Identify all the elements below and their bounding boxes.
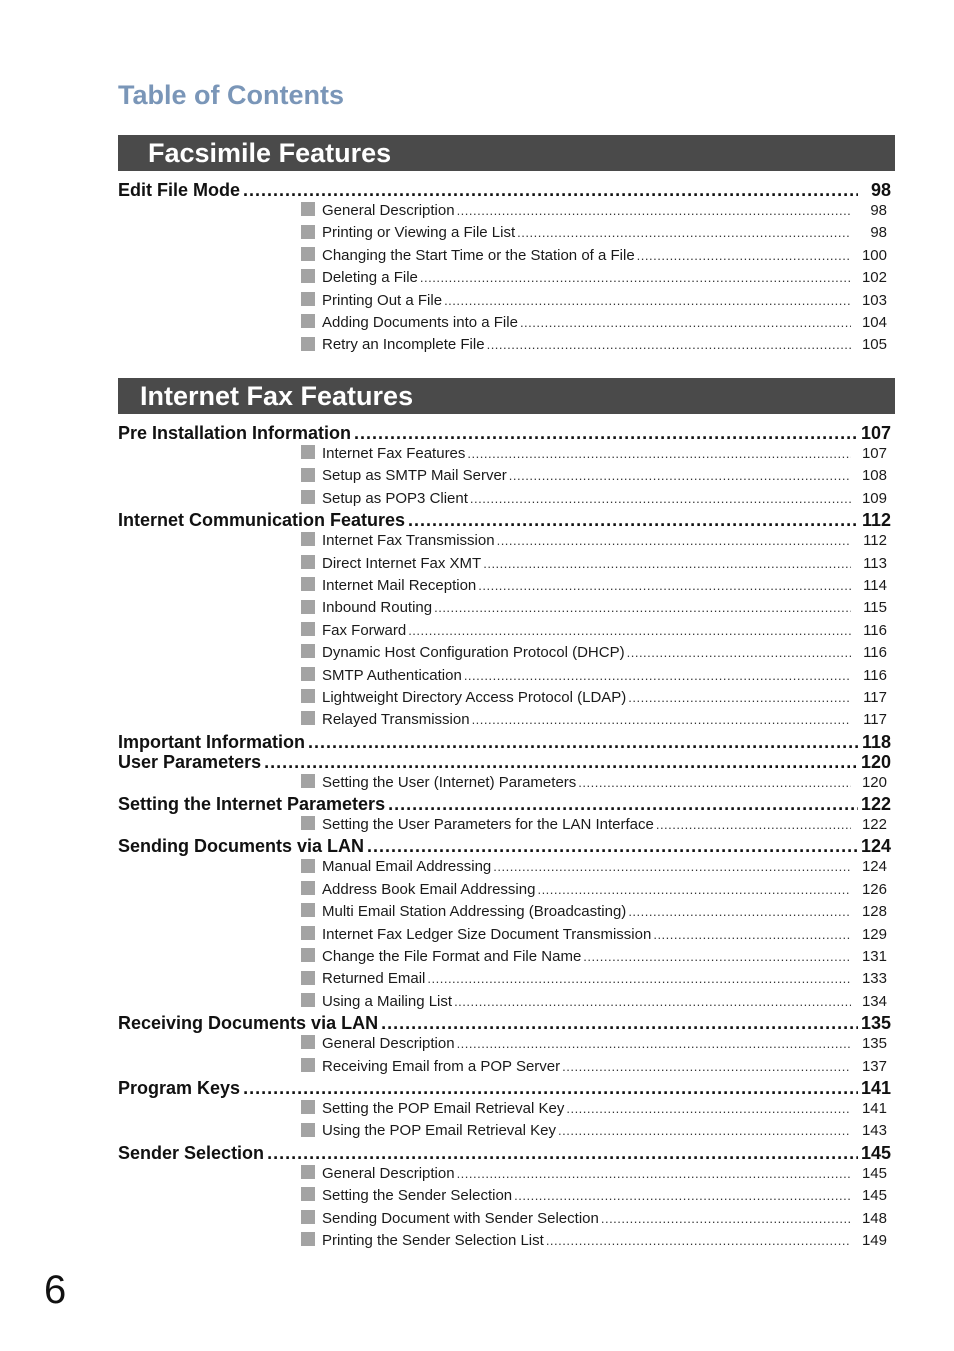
subentry-title: Setup as SMTP Mail Server (322, 467, 507, 485)
toc-chapter-entry[interactable] (118, 732, 891, 752)
chapter-title: Important Information (118, 731, 305, 752)
square-bullet-icon (301, 881, 315, 895)
toc-subentry[interactable] (301, 687, 891, 709)
subentry-title: Address Book Email Addressing (322, 880, 536, 898)
toc-subentry[interactable] (301, 946, 891, 968)
dot-leader (583, 946, 851, 968)
square-bullet-icon (301, 468, 315, 482)
square-bullet-icon (301, 971, 315, 985)
dot-leader (517, 222, 851, 244)
toc-list-internet-fax-features (118, 423, 891, 1252)
dot-leader (264, 752, 858, 772)
dot-leader (243, 180, 858, 200)
dot-leader (388, 794, 858, 814)
chapter-page-number: 141 (860, 1077, 891, 1098)
section-heading-facsimile-features: Facsimile Features (118, 135, 895, 171)
subentry-title: Setup as POP3 Client (322, 489, 468, 507)
square-bullet-icon (301, 903, 315, 917)
toc-subentry[interactable] (301, 1163, 891, 1185)
chapter-title: Receiving Documents via LAN (118, 1013, 379, 1034)
square-bullet-icon (301, 622, 315, 636)
square-bullet-icon (301, 202, 315, 216)
subentry-page-number: 145 (861, 1187, 887, 1205)
subentry-title: Receiving Email from a POP Server (322, 1057, 561, 1075)
subentry-page-number: 102 (861, 269, 887, 287)
dot-leader (267, 1143, 858, 1163)
subentry-page-number: 126 (861, 880, 887, 898)
toc-subentry[interactable] (301, 991, 891, 1013)
toc-subentry[interactable] (301, 814, 891, 836)
square-bullet-icon (301, 859, 315, 873)
subentry-page-number: 112 (863, 532, 887, 550)
subentry-title: Internet Mail Reception (322, 576, 477, 594)
chapter-title: Sender Selection (118, 1142, 265, 1163)
toc-subentry[interactable] (301, 856, 891, 878)
subentry-title: Direct Internet Fax XMT (322, 554, 482, 572)
chapter-page-number: 107 (860, 423, 891, 443)
toc-subentry[interactable] (301, 553, 891, 575)
toc-subentry[interactable] (301, 334, 891, 356)
square-bullet-icon (301, 555, 315, 569)
subentry-page-number: 117 (863, 688, 887, 706)
chapter-title: Internet Communication Features (118, 510, 406, 531)
toc-chapter-entry[interactable] (118, 794, 891, 814)
square-bullet-icon (301, 993, 315, 1007)
dot-leader (444, 290, 851, 312)
square-bullet-icon (301, 1165, 315, 1179)
toc-subentry[interactable] (301, 443, 891, 465)
dot-leader (558, 1120, 851, 1142)
subentry-page-number: 129 (861, 925, 887, 943)
toc-subentry[interactable] (301, 1098, 891, 1120)
toc-subentry[interactable] (301, 200, 891, 222)
subentry-page-number: 105 (861, 336, 887, 354)
dot-leader (408, 620, 851, 642)
dot-leader (478, 575, 851, 597)
square-bullet-icon (301, 816, 315, 830)
toc-subentry[interactable] (301, 879, 891, 901)
toc-subentry[interactable] (301, 968, 891, 990)
subentry-title: SMTP Authentication (322, 666, 462, 684)
chapter-title: Program Keys (118, 1077, 241, 1098)
subentry-page-number: 117 (863, 711, 887, 729)
chapter-page-number: 118 (861, 731, 891, 752)
toc-subentry[interactable] (301, 772, 891, 794)
chapter-page-number: 112 (861, 510, 891, 531)
toc-subentry[interactable] (301, 465, 891, 487)
subentry-page-number: 120 (861, 773, 887, 791)
subentry-page-number: 145 (861, 1164, 887, 1182)
square-bullet-icon (301, 926, 315, 940)
toc-subentry[interactable] (301, 1120, 891, 1142)
dot-leader (467, 443, 851, 465)
subentry-page-number: 124 (861, 858, 887, 876)
chapter-title: Setting the Internet Parameters (118, 794, 386, 815)
subentry-page-number: 109 (861, 489, 887, 507)
toc-chapter-entry[interactable] (118, 510, 891, 530)
dot-leader (470, 488, 851, 510)
subentry-title: Adding Documents into a File (322, 313, 518, 331)
square-bullet-icon (301, 644, 315, 658)
chapter-page-number: 98 (870, 180, 891, 200)
toc-subentry[interactable] (301, 290, 891, 312)
subentry-page-number: 134 (861, 992, 887, 1010)
dot-leader (578, 772, 851, 794)
subentry-page-number: 148 (861, 1209, 887, 1227)
subentry-page-number: 114 (863, 576, 887, 594)
subentry-title: Using a Mailing List (322, 992, 453, 1010)
subentry-page-number: 116 (863, 666, 887, 684)
dot-leader (472, 709, 851, 731)
subentry-title: General Description (322, 1164, 455, 1182)
square-bullet-icon (301, 948, 315, 962)
dot-leader (483, 553, 851, 575)
toc-subentry[interactable] (301, 1185, 891, 1207)
section-heading-internet-fax-features: Internet Fax Features (118, 378, 895, 414)
square-bullet-icon (301, 1232, 315, 1246)
subentry-page-number: 103 (861, 291, 887, 309)
square-bullet-icon (301, 689, 315, 703)
toc-subentry[interactable] (301, 312, 891, 334)
toc-subentry[interactable] (301, 245, 891, 267)
square-bullet-icon (301, 711, 315, 725)
subentry-title: Internet Fax Transmission (322, 532, 495, 550)
subentry-page-number: 131 (861, 948, 887, 966)
toc-subentry[interactable] (301, 222, 891, 244)
subentry-title: Printing the Sender Selection List (322, 1231, 544, 1249)
subentry-page-number: 115 (863, 599, 887, 617)
toc-subentry[interactable] (301, 530, 891, 552)
subentry-page-number: 135 (861, 1035, 887, 1053)
subentry-title: Setting the User (Internet) Parameters (322, 773, 577, 791)
dot-leader (427, 968, 851, 990)
dot-leader (367, 836, 858, 856)
dot-leader (562, 1056, 851, 1078)
subentry-page-number: 122 (861, 816, 887, 834)
toc-subentry[interactable] (301, 267, 891, 289)
dot-leader (628, 687, 851, 709)
square-bullet-icon (301, 247, 315, 261)
chapter-page-number: 122 (860, 794, 891, 815)
square-bullet-icon (301, 774, 315, 788)
toc-subentry[interactable] (301, 709, 891, 731)
toc-subentry[interactable] (301, 620, 891, 642)
square-bullet-icon (301, 1100, 315, 1114)
dot-leader (354, 423, 858, 443)
dot-leader (457, 1163, 851, 1185)
chapter-page-number: 120 (860, 751, 891, 772)
dot-leader (457, 200, 851, 222)
square-bullet-icon (301, 1187, 315, 1201)
toc-chapter-entry[interactable] (118, 752, 891, 772)
subentry-title: Retry an Incomplete File (322, 336, 485, 354)
square-bullet-icon (301, 314, 315, 328)
dot-leader (628, 901, 851, 923)
toc-subentry[interactable] (301, 575, 891, 597)
square-bullet-icon (301, 445, 315, 459)
subentry-page-number: 98 (870, 202, 887, 219)
dot-leader (497, 530, 851, 552)
toc-subentry[interactable] (301, 642, 891, 664)
toc-chapter-entry[interactable] (118, 1143, 891, 1163)
chapter-page-number: 145 (860, 1142, 891, 1163)
dot-leader (487, 334, 851, 356)
square-bullet-icon (301, 532, 315, 546)
subentry-page-number: 133 (861, 970, 887, 988)
square-bullet-icon (301, 337, 315, 351)
subentry-page-number: 104 (861, 313, 887, 331)
toc-chapter-entry[interactable] (118, 423, 891, 443)
subentry-page-number: 108 (861, 467, 887, 485)
square-bullet-icon (301, 577, 315, 591)
dot-leader (546, 1230, 851, 1252)
toc-subentry[interactable] (301, 665, 891, 687)
chapter-title: User Parameters (118, 751, 262, 772)
square-bullet-icon (301, 490, 315, 504)
subentry-title: General Description (322, 1035, 455, 1053)
dot-leader (637, 245, 851, 267)
dot-leader (537, 879, 851, 901)
subentry-title: Multi Email Station Addressing (Broadcasting) (322, 903, 627, 921)
dot-leader (381, 1013, 858, 1033)
toc-chapter-entry[interactable] (118, 1078, 891, 1098)
chapter-title: Sending Documents via LAN (118, 836, 365, 857)
subentry-title: Returned Email (322, 970, 426, 988)
toc-subentry[interactable] (301, 1230, 891, 1252)
subentry-page-number: 116 (863, 621, 887, 639)
subentry-title: Inbound Routing (322, 599, 433, 617)
square-bullet-icon (301, 225, 315, 239)
subentry-title: Using the POP Email Retrieval Key (322, 1122, 556, 1140)
square-bullet-icon (301, 269, 315, 283)
square-bullet-icon (301, 1058, 315, 1072)
toc-subentry[interactable] (301, 597, 891, 619)
dot-leader (653, 924, 851, 946)
square-bullet-icon (301, 1123, 315, 1137)
dot-leader (464, 665, 851, 687)
dot-leader (420, 267, 851, 289)
subentry-title: Dynamic Host Configuration Protocol (DHCP) (322, 644, 625, 662)
subentry-page-number: 149 (861, 1231, 887, 1249)
subentry-page-number: 107 (861, 445, 887, 462)
dot-leader (408, 510, 858, 530)
subentry-title: Change the File Format and File Name (322, 948, 582, 966)
dot-leader (566, 1098, 851, 1120)
dot-leader (601, 1208, 851, 1230)
subentry-page-number: 113 (863, 554, 887, 572)
subentry-title: Relayed Transmission (322, 711, 470, 729)
toc-subentry[interactable] (301, 1033, 891, 1055)
subentry-page-number: 100 (861, 246, 887, 264)
square-bullet-icon (301, 667, 315, 681)
subentry-title: Internet Fax Features (322, 445, 466, 462)
toc-chapter-entry[interactable] (118, 180, 891, 200)
subentry-title: Changing the Start Time or the Station of a File (322, 246, 635, 264)
dot-leader (514, 1185, 851, 1207)
toc-subentry[interactable] (301, 1208, 891, 1230)
subentry-title: General Description (322, 202, 455, 219)
subentry-title: Printing or Viewing a File List (322, 224, 516, 242)
chapter-title: Pre Installation Information (118, 423, 352, 443)
chapter-page-number: 124 (860, 836, 891, 857)
subentry-page-number: 143 (861, 1122, 887, 1140)
toc-subentry[interactable] (301, 488, 891, 510)
dot-leader (520, 312, 851, 334)
chapter-page-number: 135 (860, 1013, 891, 1034)
dot-leader (308, 732, 858, 752)
subentry-title: Lightweight Directory Access Protocol (LDAP) (322, 688, 627, 706)
subentry-title: Deleting a File (322, 269, 418, 287)
toc-list-facsimile-features (118, 180, 891, 357)
subentry-title: Setting the User Parameters for the LAN Interface (322, 816, 654, 834)
subentry-page-number: 141 (861, 1099, 887, 1117)
dot-leader (434, 597, 851, 619)
square-bullet-icon (301, 600, 315, 614)
square-bullet-icon (301, 1035, 315, 1049)
square-bullet-icon (301, 292, 315, 306)
subentry-title: Setting the POP Email Retrieval Key (322, 1099, 565, 1117)
toc-subentry[interactable] (301, 901, 891, 923)
subentry-title: Setting the Sender Selection (322, 1187, 513, 1205)
subentry-title: Internet Fax Ledger Size Document Transmission (322, 925, 652, 943)
dot-leader (454, 991, 851, 1013)
toc-chapter-entry[interactable] (118, 836, 891, 856)
subentry-page-number: 116 (863, 644, 887, 662)
dot-leader (509, 465, 851, 487)
subentry-title: Fax Forward (322, 621, 407, 639)
subentry-page-number: 98 (870, 224, 887, 242)
subentry-title: Manual Email Addressing (322, 858, 492, 876)
subentry-title: Sending Document with Sender Selection (322, 1209, 599, 1227)
subentry-page-number: 128 (861, 903, 887, 921)
page-title: Table of Contents (118, 80, 344, 110)
toc-subentry[interactable] (301, 1056, 891, 1078)
toc-subentry[interactable] (301, 924, 891, 946)
dot-leader (243, 1078, 858, 1098)
chapter-title: Edit File Mode (118, 180, 241, 200)
dot-leader (457, 1033, 851, 1055)
dot-leader (493, 856, 851, 878)
subentry-page-number: 137 (861, 1057, 887, 1075)
subentry-title: Printing Out a File (322, 291, 443, 309)
toc-chapter-entry[interactable] (118, 1013, 891, 1033)
page-number: 6 (44, 1268, 67, 1312)
dot-leader (656, 814, 851, 836)
square-bullet-icon (301, 1210, 315, 1224)
dot-leader (627, 642, 851, 664)
